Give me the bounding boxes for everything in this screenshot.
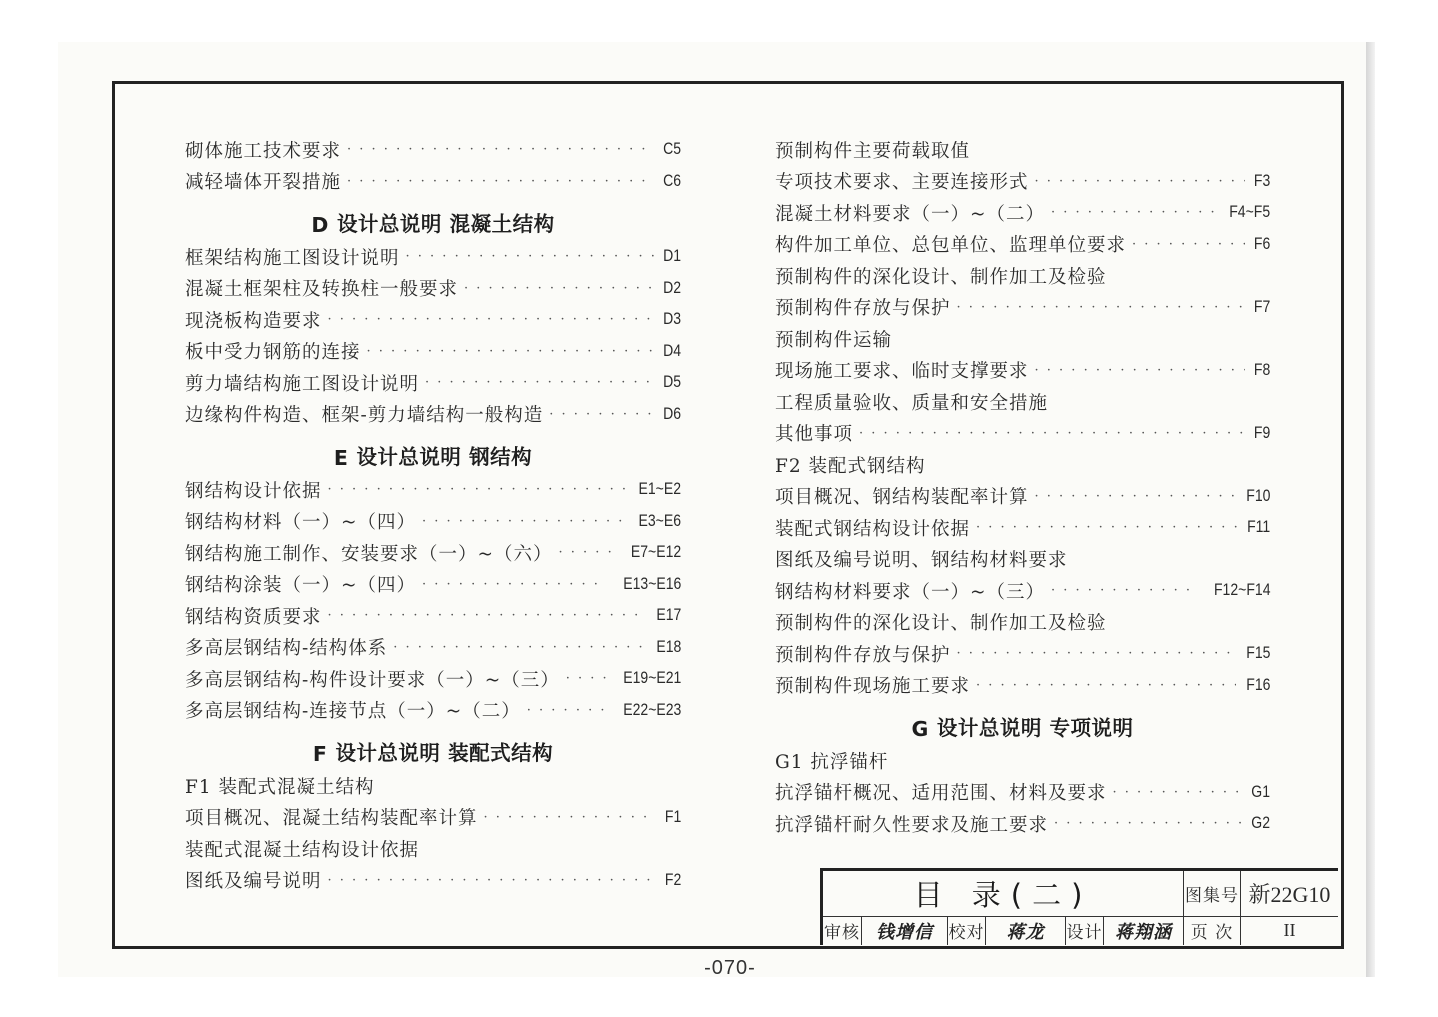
toc-entry-title: 多高层钢结构-构件设计要求（一）~（三） bbox=[185, 669, 560, 691]
dot-leader bbox=[347, 174, 654, 189]
dot-leader bbox=[1113, 785, 1242, 800]
toc-subheading bbox=[775, 745, 1270, 777]
toc-entry-page: D3 bbox=[663, 310, 681, 329]
toc-left-column bbox=[185, 134, 681, 896]
toc-entry-title: 项目概况、混凝土结构装配率计算 bbox=[185, 808, 478, 830]
toc-entry-title: 预制构件存放与保护 bbox=[775, 298, 951, 320]
dot-leader bbox=[957, 646, 1236, 661]
toc-subheading bbox=[775, 607, 1270, 639]
toc-subheading bbox=[775, 544, 1270, 576]
toc-entry-page: F11 bbox=[1246, 518, 1270, 537]
toc-entry bbox=[775, 481, 1270, 513]
toc-entry-title: F1 装配式混凝土结构 bbox=[185, 776, 375, 798]
toc-entry-page: E18 bbox=[656, 637, 681, 656]
check-label: 校对 bbox=[947, 916, 985, 945]
toc-entry-title: 混凝土框架柱及转换柱一般要求 bbox=[185, 279, 459, 301]
toc-entry-title: 工程质量验收、质量和安全措施 bbox=[775, 392, 1049, 414]
toc-entry bbox=[775, 229, 1270, 261]
toc-entry-page: F6 bbox=[1253, 234, 1270, 253]
toc-entry bbox=[185, 474, 681, 506]
toc-entry bbox=[775, 575, 1270, 607]
toc-entry-title: 现浇板构造要求 bbox=[185, 310, 322, 332]
toc-entry-title: 钢结构设计依据 bbox=[185, 480, 322, 502]
dot-leader bbox=[1132, 237, 1245, 252]
toc-entry bbox=[775, 512, 1270, 544]
toc-entry bbox=[185, 569, 681, 601]
toc-entry-page: F4~F5 bbox=[1229, 203, 1270, 222]
toc-entry-title: 板中受力钢筋的连接 bbox=[185, 342, 361, 364]
section-heading bbox=[185, 430, 681, 474]
toc-entry-page: F15 bbox=[1245, 644, 1270, 663]
toc-entry bbox=[185, 600, 681, 632]
toc-entry bbox=[775, 355, 1270, 387]
dot-leader bbox=[1054, 816, 1242, 831]
section-title: 设计总说明 混凝土结构 bbox=[336, 212, 555, 236]
dot-leader bbox=[976, 678, 1236, 693]
toc-entry bbox=[775, 638, 1270, 670]
toc-entry bbox=[185, 336, 681, 368]
page-value: II bbox=[1240, 916, 1338, 945]
dot-leader bbox=[859, 426, 1245, 441]
toc-entry-title: 钢结构材料（一）~（四） bbox=[185, 512, 417, 534]
toc-entry-title: 抗浮锚杆概况、适用范围、材料及要求 bbox=[775, 783, 1107, 805]
toc-entry-page: D5 bbox=[663, 373, 681, 392]
dot-leader bbox=[464, 281, 654, 296]
toc-subheading bbox=[775, 323, 1270, 355]
toc-entry-title: F2 装配式钢结构 bbox=[775, 455, 926, 477]
section-title: 设计总说明 专项说明 bbox=[936, 716, 1134, 740]
toc-entry-page: F8 bbox=[1253, 360, 1270, 379]
section-heading bbox=[185, 726, 681, 770]
dot-leader bbox=[347, 142, 654, 157]
toc-entry-page: D4 bbox=[663, 341, 681, 360]
dot-leader bbox=[976, 520, 1237, 535]
dot-leader bbox=[957, 300, 1245, 315]
toc-entry bbox=[775, 808, 1270, 840]
dot-leader bbox=[393, 640, 645, 655]
page-number: -070- bbox=[704, 957, 756, 979]
toc-entry-page: F16 bbox=[1245, 675, 1270, 694]
toc-entry-page: C5 bbox=[663, 140, 681, 159]
atlas-number: 新22G10 bbox=[1240, 871, 1338, 916]
toc-entry-title: 多高层钢结构-结构体系 bbox=[185, 638, 388, 660]
dot-leader bbox=[422, 577, 607, 592]
toc-entry-page: E7~E12 bbox=[630, 543, 681, 562]
toc-right-column bbox=[775, 134, 1270, 840]
toc-subheading bbox=[775, 260, 1270, 292]
toc-entry-title: 钢结构施工制作、安装要求（一）~（六） bbox=[185, 543, 553, 565]
toc-entry-title: 装配式钢结构设计依据 bbox=[775, 518, 971, 540]
toc-entry-title: 混凝土材料要求（一）~（二） bbox=[775, 203, 1046, 225]
toc-entry-title: 预制构件运输 bbox=[775, 329, 893, 351]
dot-leader bbox=[328, 873, 656, 888]
dot-leader bbox=[527, 703, 607, 718]
toc-entry-page: F9 bbox=[1253, 423, 1270, 442]
dot-leader bbox=[425, 375, 654, 390]
review-signature: 钱增信 bbox=[861, 916, 947, 945]
toc-entry-title: 其他事项 bbox=[775, 424, 854, 446]
dot-leader bbox=[406, 249, 654, 264]
design-label: 设计 bbox=[1065, 916, 1103, 945]
toc-entry-page: F2 bbox=[664, 870, 681, 889]
toc-entry bbox=[775, 777, 1270, 809]
section-heading bbox=[185, 197, 681, 241]
dot-leader bbox=[549, 407, 654, 422]
toc-entry-page: F1 bbox=[664, 807, 681, 826]
dot-leader bbox=[1051, 205, 1216, 220]
toc-entry-title: 钢结构资质要求 bbox=[185, 606, 322, 628]
toc-entry-page: D1 bbox=[663, 247, 681, 266]
toc-subheading bbox=[185, 770, 681, 802]
dot-leader bbox=[328, 608, 646, 623]
dot-leader bbox=[328, 482, 625, 497]
toc-entry-title: 专项技术要求、主要连接形式 bbox=[775, 172, 1029, 194]
toc-entry-page: E19~E21 bbox=[622, 669, 681, 688]
toc-subheading bbox=[185, 833, 681, 865]
toc-entry bbox=[185, 134, 681, 166]
toc-entry-title: 钢结构涂装（一）~（四） bbox=[185, 575, 417, 597]
toc-entry bbox=[185, 273, 681, 305]
dot-leader bbox=[328, 312, 654, 327]
section-letter: E bbox=[333, 446, 349, 470]
toc-entry bbox=[185, 304, 681, 336]
toc-entry-title: 框架结构施工图设计说明 bbox=[185, 247, 400, 269]
toc-entry-title: 图纸及编号说明 bbox=[185, 871, 322, 893]
toc-entry-page: G1 bbox=[1251, 782, 1270, 801]
toc-entry-title: 图纸及编号说明、钢结构材料要求 bbox=[775, 550, 1068, 572]
toc-entry-page: F10 bbox=[1245, 486, 1270, 505]
toc-entry bbox=[185, 399, 681, 431]
design-signature: 蒋翔涵 bbox=[1103, 916, 1183, 945]
toc-entry-page: F12~F14 bbox=[1213, 581, 1270, 600]
toc-entry-page: E13~E16 bbox=[622, 574, 681, 593]
toc-entry bbox=[775, 292, 1270, 324]
toc-entry-title: 现场施工要求、临时支撑要求 bbox=[775, 361, 1029, 383]
check-signature: 蒋龙 bbox=[985, 916, 1065, 945]
toc-entry bbox=[185, 241, 681, 273]
toc-entry bbox=[185, 506, 681, 538]
section-heading bbox=[775, 701, 1270, 745]
toc-entry-page: G2 bbox=[1251, 814, 1270, 833]
toc-entry bbox=[185, 632, 681, 664]
toc-entry-page: E1~E2 bbox=[638, 480, 681, 499]
toc-entry bbox=[185, 865, 681, 897]
toc-entry-title: 砌体施工技术要求 bbox=[185, 140, 342, 162]
toc-entry-page: E22~E23 bbox=[622, 700, 681, 719]
toc-entry bbox=[775, 197, 1270, 229]
toc-entry bbox=[775, 670, 1270, 702]
toc-entry bbox=[185, 537, 681, 569]
toc-entry-title: 预制构件现场施工要求 bbox=[775, 676, 971, 698]
toc-entry-title: 抗浮锚杆耐久性要求及施工要求 bbox=[775, 814, 1049, 836]
toc-subheading bbox=[775, 134, 1270, 166]
dot-leader bbox=[559, 545, 616, 560]
toc-subheading bbox=[775, 449, 1270, 481]
toc-subheading bbox=[775, 386, 1270, 418]
sheet-title: 目 录(二) bbox=[913, 878, 1093, 912]
toc-entry bbox=[775, 418, 1270, 450]
toc-entry bbox=[185, 166, 681, 198]
dot-leader bbox=[422, 514, 625, 529]
toc-entry-title: 构件加工单位、总包单位、监理单位要求 bbox=[775, 235, 1127, 257]
review-label: 审核 bbox=[824, 923, 860, 943]
toc-entry-title: 预制构件存放与保护 bbox=[775, 644, 951, 666]
toc-entry-title: 预制构件的深化设计、制作加工及检验 bbox=[775, 266, 1107, 288]
toc-entry-page: D6 bbox=[663, 404, 681, 423]
dot-leader bbox=[1035, 489, 1236, 504]
toc-entry-title: 减轻墙体开裂措施 bbox=[185, 172, 342, 194]
toc-entry bbox=[775, 166, 1270, 198]
section-title: 设计总说明 钢结构 bbox=[356, 445, 533, 469]
page-edge bbox=[1366, 42, 1375, 977]
dot-leader bbox=[1035, 363, 1245, 378]
toc-entry bbox=[185, 367, 681, 399]
toc-entry-title: 钢结构材料要求（一）~（三） bbox=[775, 581, 1046, 603]
atlas-label: 图集号 bbox=[1183, 871, 1240, 916]
page-label: 页 次 bbox=[1183, 916, 1240, 945]
dot-leader bbox=[1035, 174, 1245, 189]
dot-leader bbox=[1051, 583, 1197, 598]
section-title: 设计总说明 装配式结构 bbox=[335, 741, 554, 765]
toc-entry-title: G1 抗浮锚杆 bbox=[775, 751, 889, 773]
section-letter: F bbox=[312, 742, 328, 766]
dot-leader bbox=[367, 344, 654, 359]
toc-entry-page: F7 bbox=[1253, 297, 1270, 316]
toc-entry-page: F3 bbox=[1253, 171, 1270, 190]
toc-entry bbox=[185, 663, 681, 695]
toc-entry-page: E3~E6 bbox=[638, 511, 681, 530]
toc-entry-title: 边缘构件构造、框架-剪力墙结构一般构造 bbox=[185, 405, 544, 427]
title-block bbox=[820, 868, 1338, 945]
toc-entry-page: D2 bbox=[663, 278, 681, 297]
toc-entry-title: 预制构件的深化设计、制作加工及检验 bbox=[775, 613, 1107, 635]
toc-entry-page: E17 bbox=[656, 606, 681, 625]
section-letter: G bbox=[911, 717, 929, 741]
toc-entry-title: 预制构件主要荷载取值 bbox=[775, 140, 971, 162]
toc-entry-title: 装配式混凝土结构设计依据 bbox=[185, 839, 420, 861]
toc-entry-title: 项目概况、钢结构装配率计算 bbox=[775, 487, 1029, 509]
toc-entry bbox=[185, 695, 681, 727]
dot-leader bbox=[566, 671, 607, 686]
section-letter: D bbox=[311, 213, 329, 237]
toc-entry-page: C6 bbox=[663, 171, 681, 190]
toc-entry-title: 剪力墙结构施工图设计说明 bbox=[185, 373, 420, 395]
toc-entry-title: 多高层钢结构-连接节点（一）~（二） bbox=[185, 701, 521, 723]
toc-entry bbox=[185, 802, 681, 834]
dot-leader bbox=[484, 810, 656, 825]
